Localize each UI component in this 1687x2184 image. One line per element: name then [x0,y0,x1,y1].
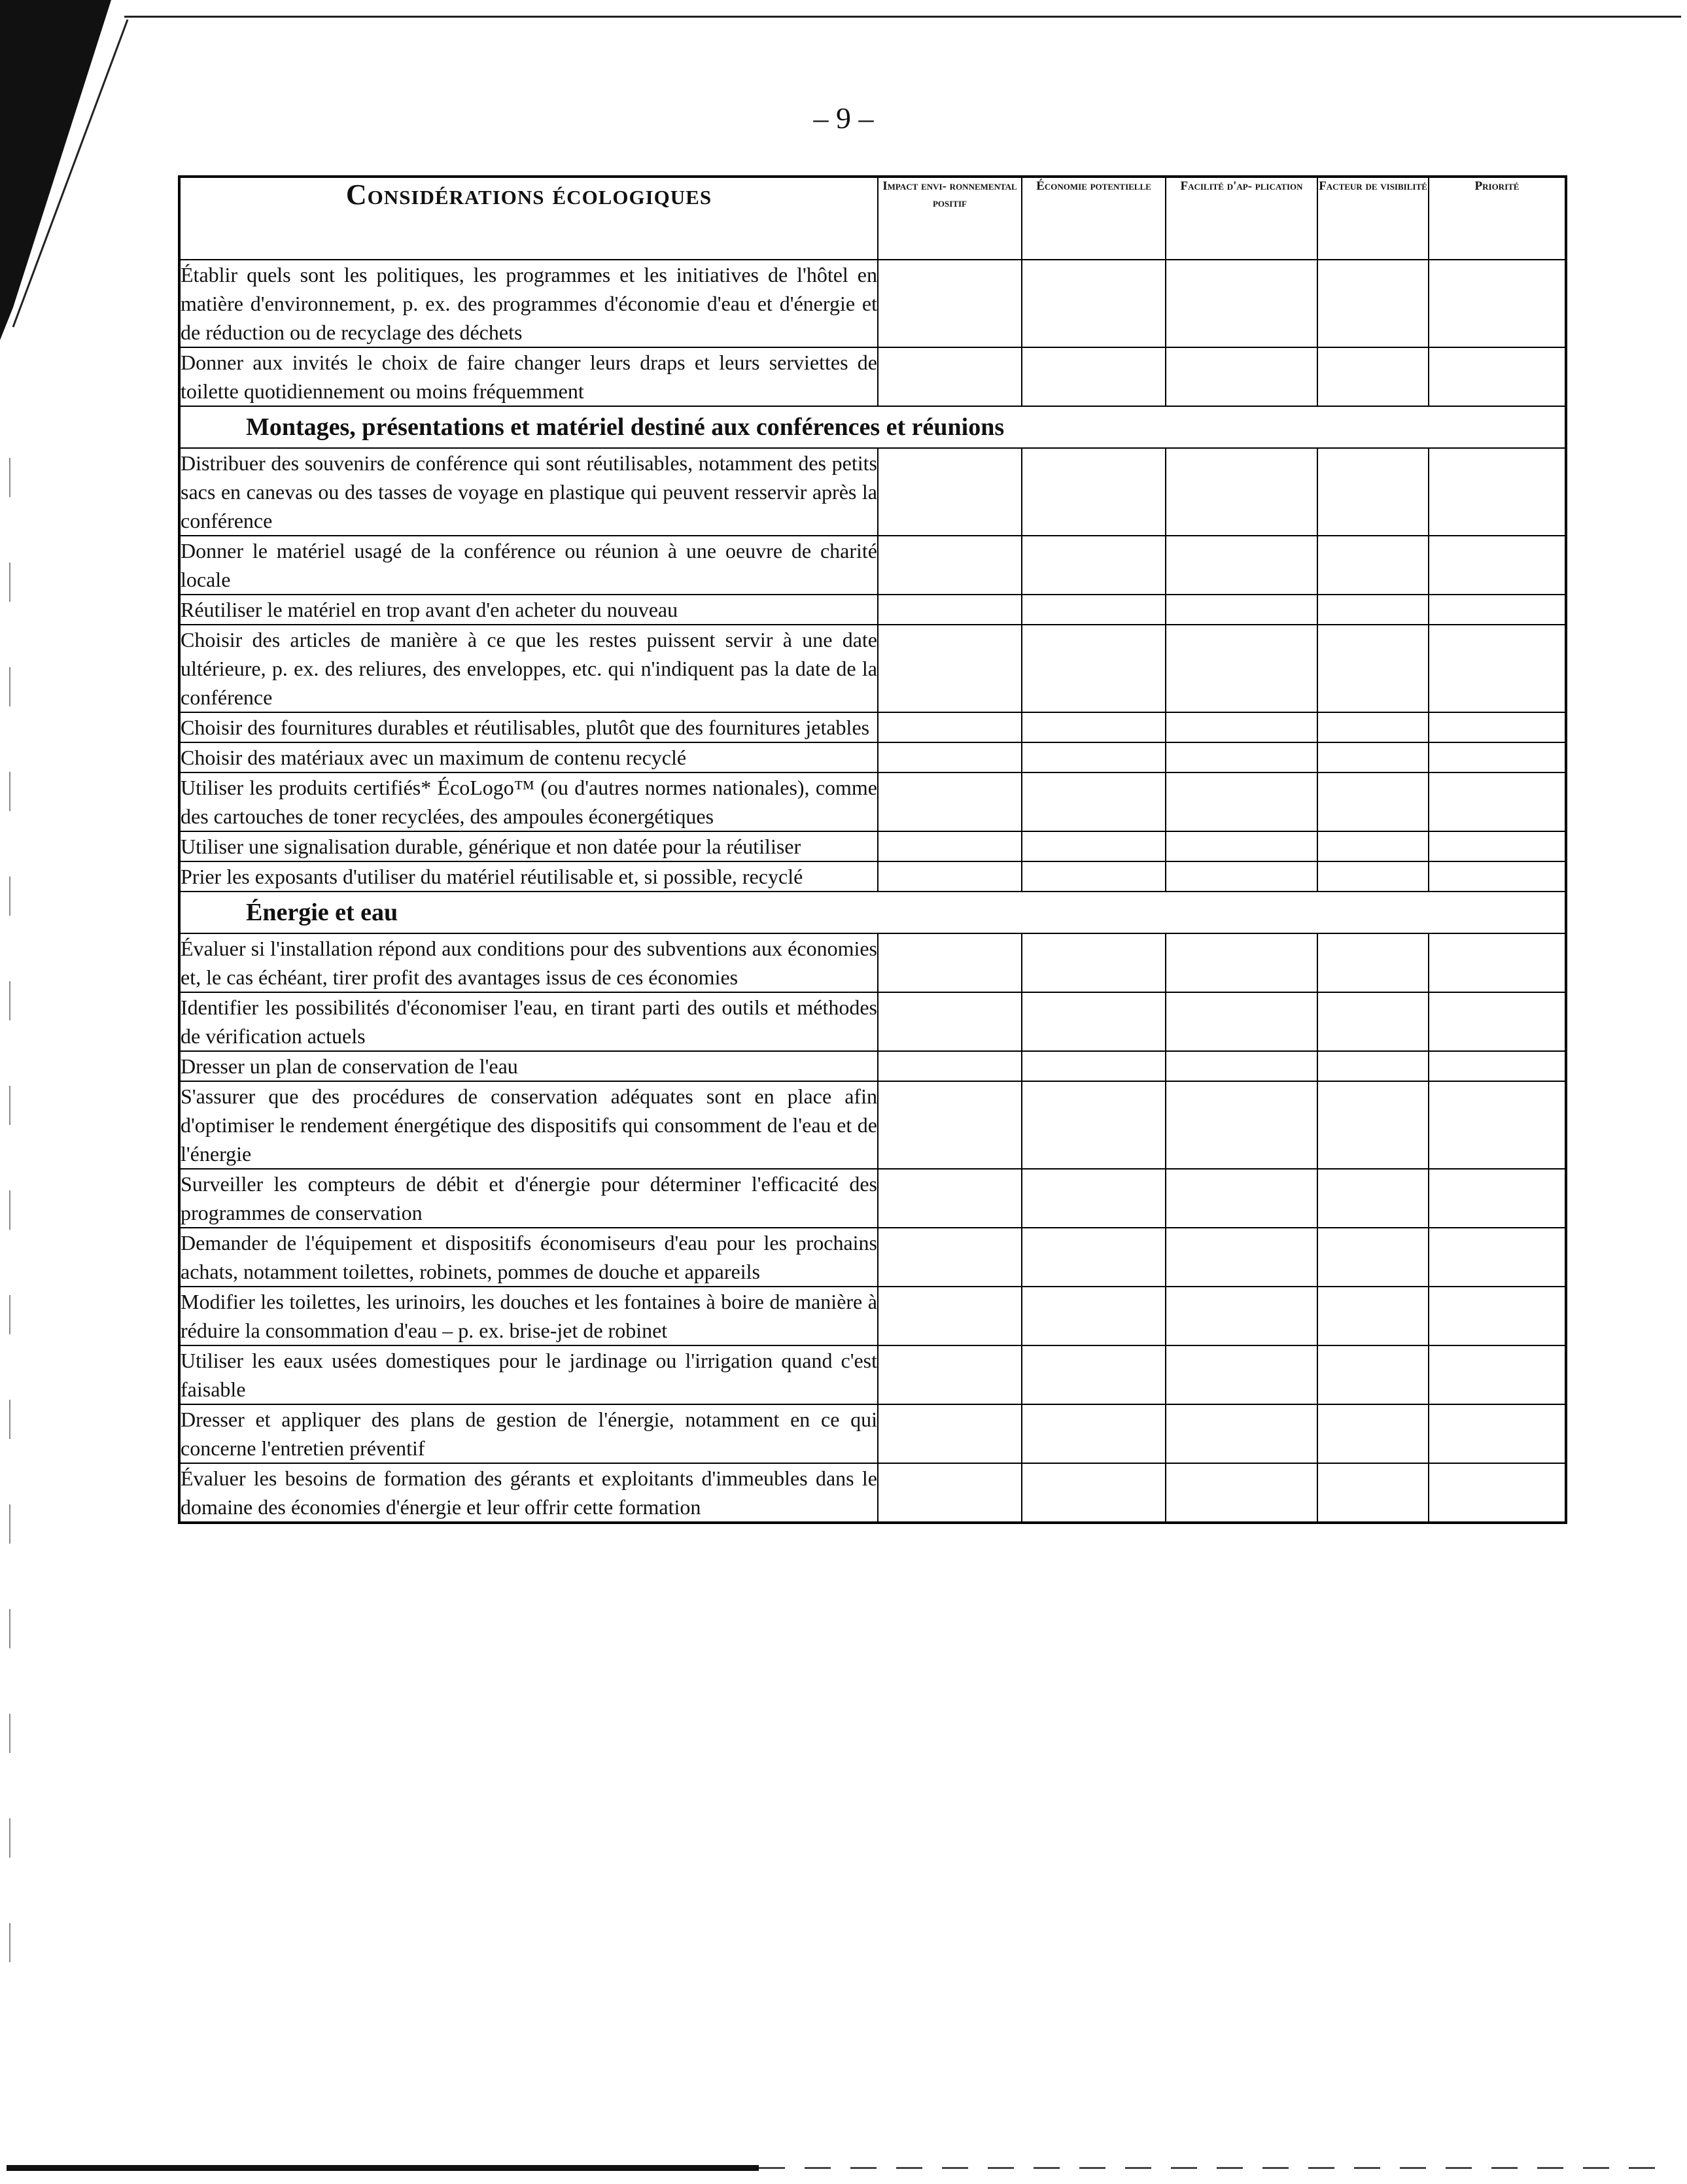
rating-cell-impact[interactable] [878,1345,1022,1404]
table-row [179,861,1566,892]
table-title: Considérations écologiques [179,177,878,260]
rating-cell-facilite[interactable] [1166,536,1317,595]
col-header-facilite: Facilité d'ap- plication [1166,177,1317,260]
rating-cell-visibilite[interactable] [1317,1051,1429,1081]
rating-cell-visibilite[interactable] [1317,536,1429,595]
rating-cell-impact[interactable] [878,625,1022,712]
rating-cell-visibilite[interactable] [1317,260,1429,347]
table-row [179,347,1566,406]
rating-cell-economie[interactable] [1022,1404,1166,1463]
item-text: Dresser un plan de conservation de l'eau [179,1051,878,1081]
rating-cell-visibilite[interactable] [1317,992,1429,1051]
rating-cell-impact[interactable] [878,1404,1022,1463]
rating-cell-priorite[interactable] [1429,1287,1566,1345]
rating-cell-facilite[interactable] [1166,831,1317,861]
table-row [179,260,1566,347]
item-text: Modifier les toilettes, les urinoirs, les douches et les fontaines à boire de manière à réduire la consommation d'eau – p. ex. brise-jet de robinet [179,1287,878,1345]
rating-cell-economie[interactable] [1022,448,1166,536]
rating-cell-priorite[interactable] [1429,1463,1566,1523]
rating-cell-visibilite[interactable] [1317,1081,1429,1169]
rating-cell-visibilite[interactable] [1317,861,1429,892]
table-row [179,1345,1566,1404]
rating-cell-visibilite[interactable] [1317,742,1429,772]
item-text: Donner le matériel usagé de la conférence ou réunion à une oeuvre de charité locale [179,536,878,595]
rating-cell-priorite[interactable] [1429,595,1566,625]
rating-cell-facilite[interactable] [1166,1051,1317,1081]
rating-cell-impact[interactable] [878,1287,1022,1345]
table-row [179,933,1566,992]
item-text: Réutiliser le matériel en trop avant d'en acheter du nouveau [179,595,878,625]
scan-bottom-dashes [759,2167,1675,2169]
rating-cell-economie[interactable] [1022,1169,1166,1228]
item-text: Utiliser les eaux usées domestiques pour le jardinage ou l'irrigation quand c'est faisable [179,1345,878,1404]
table-row [179,772,1566,831]
rating-cell-impact[interactable] [878,347,1022,406]
scan-corner-shadow [0,0,137,340]
rating-cell-economie[interactable] [1022,1345,1166,1404]
rating-cell-priorite[interactable] [1429,992,1566,1051]
rating-cell-facilite[interactable] [1166,347,1317,406]
rating-cell-economie[interactable] [1022,992,1166,1051]
rating-cell-priorite[interactable] [1429,260,1566,347]
item-text: Dresser et appliquer des plans de gestion de l'énergie, notamment en ce qui concerne l'entretien préventif [179,1404,878,1463]
table-row [179,1287,1566,1345]
rating-cell-priorite[interactable] [1429,1169,1566,1228]
item-text: Identifier les possibilités d'économiser l'eau, en tirant parti des outils et méthodes de vérification actuels [179,992,878,1051]
rating-cell-impact[interactable] [878,992,1022,1051]
rating-cell-visibilite[interactable] [1317,1228,1429,1287]
rating-cell-priorite[interactable] [1429,448,1566,536]
rating-cell-facilite[interactable] [1166,1463,1317,1523]
rating-cell-visibilite[interactable] [1317,1169,1429,1228]
checklist-table-wrap [178,175,1565,1524]
item-text: Distribuer des souvenirs de conférence qui sont réutilisables, notamment des petits sacs en canevas ou des tasses de voyage en plastique qui peuvent resservir après la conférence [179,448,878,536]
rating-cell-visibilite[interactable] [1317,1463,1429,1523]
rating-cell-impact[interactable] [878,260,1022,347]
rating-cell-facilite[interactable] [1166,742,1317,772]
col-header-economie: Économie potentielle [1022,177,1166,260]
rating-cell-economie[interactable] [1022,742,1166,772]
rating-cell-priorite[interactable] [1429,625,1566,712]
item-text: Choisir des matériaux avec un maximum de contenu recyclé [179,742,878,772]
table-row [179,1228,1566,1287]
rating-cell-visibilite[interactable] [1317,1345,1429,1404]
rating-cell-visibilite[interactable] [1317,831,1429,861]
rating-cell-economie[interactable] [1022,536,1166,595]
section-row [179,406,1566,448]
table-row [179,742,1566,772]
rating-cell-impact[interactable] [878,712,1022,742]
item-text: Donner aux invités le choix de faire changer leurs draps et leurs serviettes de toilette quotidiennement ou moins fréquemment [179,347,878,406]
col-header-visibilite: Facteur de visibilité [1317,177,1429,260]
rating-cell-facilite[interactable] [1166,712,1317,742]
rating-cell-priorite[interactable] [1429,1404,1566,1463]
rating-cell-facilite[interactable] [1166,1287,1317,1345]
rating-cell-visibilite[interactable] [1317,1404,1429,1463]
rating-cell-facilite[interactable] [1166,861,1317,892]
rating-cell-priorite[interactable] [1429,712,1566,742]
table-body [179,260,1566,1523]
item-text: Établir quels sont les politiques, les programmes et les initiatives de l'hôtel en matière d'environnement, p. ex. des programmes d'économie d'eau et d'énergie et de réduction ou de recyclage des déchets [179,260,878,347]
rating-cell-priorite[interactable] [1429,831,1566,861]
rating-cell-impact[interactable] [878,536,1022,595]
table-row [179,831,1566,861]
col-header-priorite: Priorité [1429,177,1566,260]
rating-cell-impact[interactable] [878,1463,1022,1523]
rating-cell-visibilite[interactable] [1317,448,1429,536]
rating-cell-priorite[interactable] [1429,933,1566,992]
rating-cell-priorite[interactable] [1429,347,1566,406]
scan-left-margin-line [9,458,10,2028]
item-text: Utiliser une signalisation durable, générique et non datée pour la réutiliser [179,831,878,861]
rating-cell-economie[interactable] [1022,861,1166,892]
rating-cell-priorite[interactable] [1429,772,1566,831]
rating-cell-facilite[interactable] [1166,595,1317,625]
rating-cell-priorite[interactable] [1429,1345,1566,1404]
rating-cell-facilite[interactable] [1166,933,1317,992]
item-text: Évaluer les besoins de formation des gérants et exploitants d'immeubles dans le domaine des économies d'énergie et leur offrir cette formation [179,1463,878,1523]
section-heading: Montages, présentations et matériel destiné aux conférences et réunions [179,406,1566,448]
rating-cell-facilite[interactable] [1166,772,1317,831]
table-row [179,1051,1566,1081]
rating-cell-economie[interactable] [1022,1228,1166,1287]
table-row [179,1081,1566,1169]
rating-cell-impact[interactable] [878,861,1022,892]
rating-cell-impact[interactable] [878,1081,1022,1169]
table-row [179,1169,1566,1228]
rating-cell-visibilite[interactable] [1317,595,1429,625]
table-row [179,595,1566,625]
rating-cell-priorite[interactable] [1429,861,1566,892]
item-text: Demander de l'équipement et dispositifs économiseurs d'eau pour les prochains achats, notamment toilettes, robinets, pommes de douche et appareils [179,1228,878,1287]
rating-cell-economie[interactable] [1022,625,1166,712]
rating-cell-visibilite[interactable] [1317,347,1429,406]
rating-cell-economie[interactable] [1022,1463,1166,1523]
rating-cell-priorite[interactable] [1429,536,1566,595]
rating-cell-economie[interactable] [1022,1051,1166,1081]
rating-cell-priorite[interactable] [1429,1051,1566,1081]
rating-cell-economie[interactable] [1022,831,1166,861]
table-row [179,712,1566,742]
rating-cell-impact[interactable] [878,1051,1022,1081]
item-text: Évaluer si l'installation répond aux conditions pour des subventions aux économies et, le cas échéant, tirer profit des avantages issus de ces économies [179,933,878,992]
item-text: Surveiller les compteurs de débit et d'énergie pour déterminer l'efficacité des programmes de conservation [179,1169,878,1228]
rating-cell-impact[interactable] [878,448,1022,536]
rating-cell-economie[interactable] [1022,260,1166,347]
item-text: S'assurer que des procédures de conservation adéquates sont en place afin d'optimiser le rendement énergétique des dispositifs qui consomment de l'eau et de l'énergie [179,1081,878,1169]
section-row [179,892,1566,933]
page-number: – 9 – [813,101,874,135]
table-row [179,536,1566,595]
rating-cell-visibilite[interactable] [1317,712,1429,742]
rating-cell-impact[interactable] [878,742,1022,772]
rating-cell-impact[interactable] [878,772,1022,831]
rating-cell-facilite[interactable] [1166,448,1317,536]
rating-cell-economie[interactable] [1022,595,1166,625]
item-text: Choisir des fournitures durables et réutilisables, plutôt que des fournitures jetables [179,712,878,742]
item-text: Choisir des articles de manière à ce que les restes puissent servir à une date ultérieure, p. ex. des reliures, des enveloppes, etc. qui n'indiquent pas la date de la conférence [179,625,878,712]
rating-cell-economie[interactable] [1022,1287,1166,1345]
table-row [179,625,1566,712]
rating-cell-facilite[interactable] [1166,1345,1317,1404]
rating-cell-economie[interactable] [1022,1081,1166,1169]
rating-cell-impact[interactable] [878,1228,1022,1287]
rating-cell-facilite[interactable] [1166,260,1317,347]
rating-cell-economie[interactable] [1022,712,1166,742]
col-header-impact: Impact envi- ronnemental positif [878,177,1022,260]
rating-cell-impact[interactable] [878,1169,1022,1228]
rating-cell-facilite[interactable] [1166,1081,1317,1169]
rating-cell-visibilite[interactable] [1317,933,1429,992]
rating-cell-impact[interactable] [878,831,1022,861]
rating-cell-facilite[interactable] [1166,625,1317,712]
section-heading: Énergie et eau [179,892,1566,933]
scan-bottom-rule [7,2165,759,2171]
rating-cell-visibilite[interactable] [1317,1287,1429,1345]
table-row [179,992,1566,1051]
rating-cell-economie[interactable] [1022,933,1166,992]
rating-cell-priorite[interactable] [1429,1081,1566,1169]
rating-cell-visibilite[interactable] [1317,625,1429,712]
rating-cell-impact[interactable] [878,595,1022,625]
rating-cell-impact[interactable] [878,933,1022,992]
rating-cell-priorite[interactable] [1429,1228,1566,1287]
rating-cell-facilite[interactable] [1166,1404,1317,1463]
rating-cell-facilite[interactable] [1166,992,1317,1051]
checklist-table [178,175,1567,1524]
rating-cell-economie[interactable] [1022,772,1166,831]
rating-cell-economie[interactable] [1022,347,1166,406]
scan-top-rule [124,16,1681,18]
rating-cell-facilite[interactable] [1166,1169,1317,1228]
rating-cell-visibilite[interactable] [1317,772,1429,831]
table-row [179,1463,1566,1523]
rating-cell-facilite[interactable] [1166,1228,1317,1287]
item-text: Prier les exposants d'utiliser du matériel réutilisable et, si possible, recyclé [179,861,878,892]
rating-cell-priorite[interactable] [1429,742,1566,772]
table-row [179,1404,1566,1463]
table-row [179,448,1566,536]
item-text: Utiliser les produits certifiés* ÉcoLogo™ (ou d'autres normes nationales), comme des cartouches de toner recyclées, des ampoules éconergétiques [179,772,878,831]
header-row [179,177,1566,260]
